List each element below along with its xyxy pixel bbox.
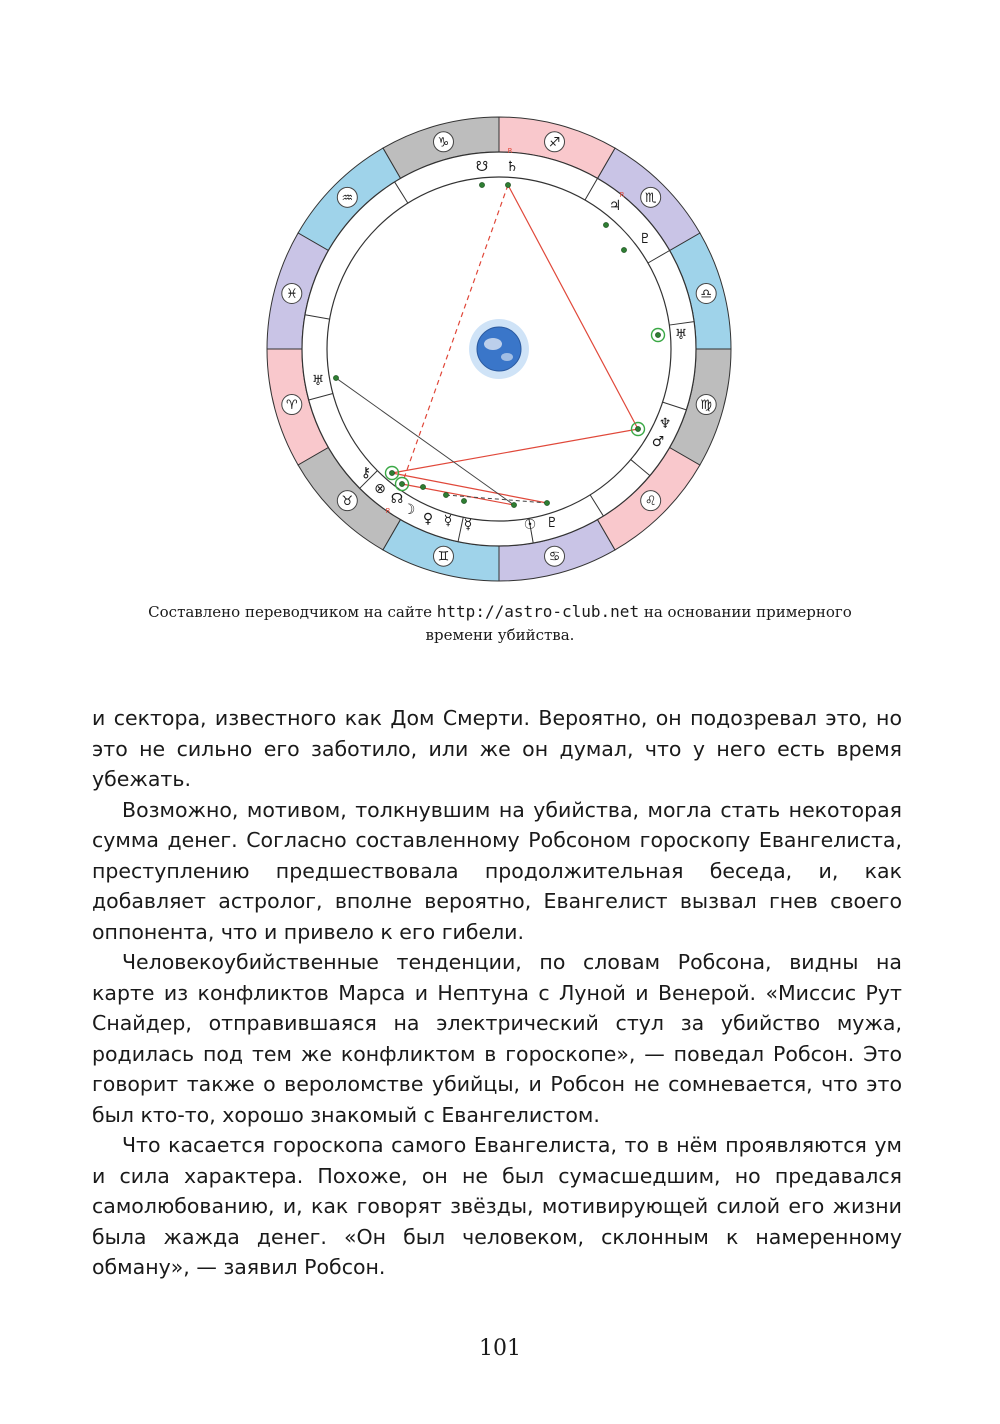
sign-glyph: ♒ xyxy=(341,190,354,206)
planet-glyph: ☿ xyxy=(463,517,473,533)
paragraph-4: Что касается гороскопа самого Евангелиста, то в нём проявляются ум и сила характера. Похоже, он не был сумасшедшим, но предавался самолюбованию, и, как говорят звёзды, мотивирующей силой его жизни была жажда денег. «Он был человеком, склонным к намеренному обману», — заявил Робсон. xyxy=(92,1133,902,1279)
sign-glyph: ♍ xyxy=(700,398,713,414)
planet-point xyxy=(389,470,394,475)
retro-mark: R xyxy=(385,507,391,515)
planet-glyph: ☽ xyxy=(402,502,416,518)
sign-glyph: ♈ xyxy=(285,398,298,414)
sign-glyph: ♏ xyxy=(644,190,657,206)
globe xyxy=(477,327,521,371)
planet-point xyxy=(655,332,660,337)
sign-glyph: ♋ xyxy=(548,549,561,565)
planet-glyph: ♆ xyxy=(658,416,672,432)
paragraph-2: Возможно, мотивом, толкнувшим на убийства, могла стать некоторая сумма денег. Согласно составленному Робсоном гороскопу Евангелиста, преступлению предшествовала продолжительная беседа, и, как добавляет астролог, вполне вероятно, Евангелист вызвал гнев своего оппонента, что и привело к его гибели. xyxy=(92,797,902,944)
sign-glyph: ♊ xyxy=(437,549,450,565)
planet-point xyxy=(479,182,484,187)
paragraph-3: Человекоубийственные тенденции, по словам Робсона, видны на карте из конфликтов Марса и Нептуна с Луной и Венерой. «Миссис Рут Снайдер, отправившаяся на электрический стул за убийство мужа, родилась под тем же конфликтом в гороскопе», — поведал Робсон. Это говорит также о вероломстве убийцы, и Робсон не сомневается, что это был кто-то, хорошо знакомый с Евангелистом. xyxy=(92,950,902,1127)
planet-glyph: ♀ xyxy=(422,511,434,527)
planet-glyph: ⚷ xyxy=(360,465,372,481)
planet-glyph: ⊗ xyxy=(374,481,386,497)
planet-point xyxy=(603,222,608,227)
planet-point xyxy=(461,498,466,503)
planet-glyph: ♇ xyxy=(545,515,559,531)
planet-glyph: ♅ xyxy=(674,327,688,343)
paragraph-1: и сектора, известного как Дом Смерти. Вероятно, он подозревал это, но это не сильно его заботило, или же он думал, что у него есть время убежать. xyxy=(92,706,902,791)
planet-point xyxy=(505,182,510,187)
sign-glyph: ♑ xyxy=(437,135,450,151)
planet-point xyxy=(511,502,516,507)
figure-caption xyxy=(100,600,900,647)
planet-glyph: ♃ xyxy=(608,198,622,214)
retro-mark: R xyxy=(619,191,625,199)
caption-line-2: времени убийства. xyxy=(425,626,575,644)
planet-point xyxy=(333,375,338,380)
caption-link[interactable]: http://astro-club.net xyxy=(436,602,640,621)
planet-point xyxy=(635,426,640,431)
planet-point xyxy=(544,500,549,505)
planet-point xyxy=(399,481,404,486)
caption-text-after: на основании примерного xyxy=(639,603,852,621)
sign-glyph: ♉ xyxy=(341,494,354,510)
globe-land xyxy=(484,338,502,350)
horoscope-wheel xyxy=(260,115,740,587)
planet-glyph: ♄ xyxy=(505,159,519,175)
retro-mark: R xyxy=(507,147,513,155)
planet-glyph: ☊ xyxy=(390,491,404,507)
planet-point xyxy=(621,247,626,252)
caption-text: Составлено переводчиком на сайте xyxy=(148,603,437,621)
sign-glyph: ♎ xyxy=(700,286,713,302)
planet-glyph: ♂ xyxy=(651,434,665,450)
horoscope-chart xyxy=(260,115,740,587)
page-number: 101 xyxy=(479,1336,521,1361)
body-text xyxy=(92,703,902,1283)
sign-glyph: ♓ xyxy=(285,286,298,302)
planet-glyph: ♅ xyxy=(311,373,325,389)
planet-glyph: ☿ xyxy=(443,513,453,529)
sign-glyph: ♐ xyxy=(548,135,561,151)
sign-glyph: ♌ xyxy=(644,494,657,510)
planet-glyph: ☉ xyxy=(523,517,537,533)
planet-point xyxy=(420,484,425,489)
planet-point xyxy=(443,492,448,497)
caption-line-1 xyxy=(100,600,900,624)
planet-glyph: ♇ xyxy=(638,231,652,247)
planet-glyph: ☋ xyxy=(475,159,489,175)
globe-land xyxy=(501,353,513,361)
